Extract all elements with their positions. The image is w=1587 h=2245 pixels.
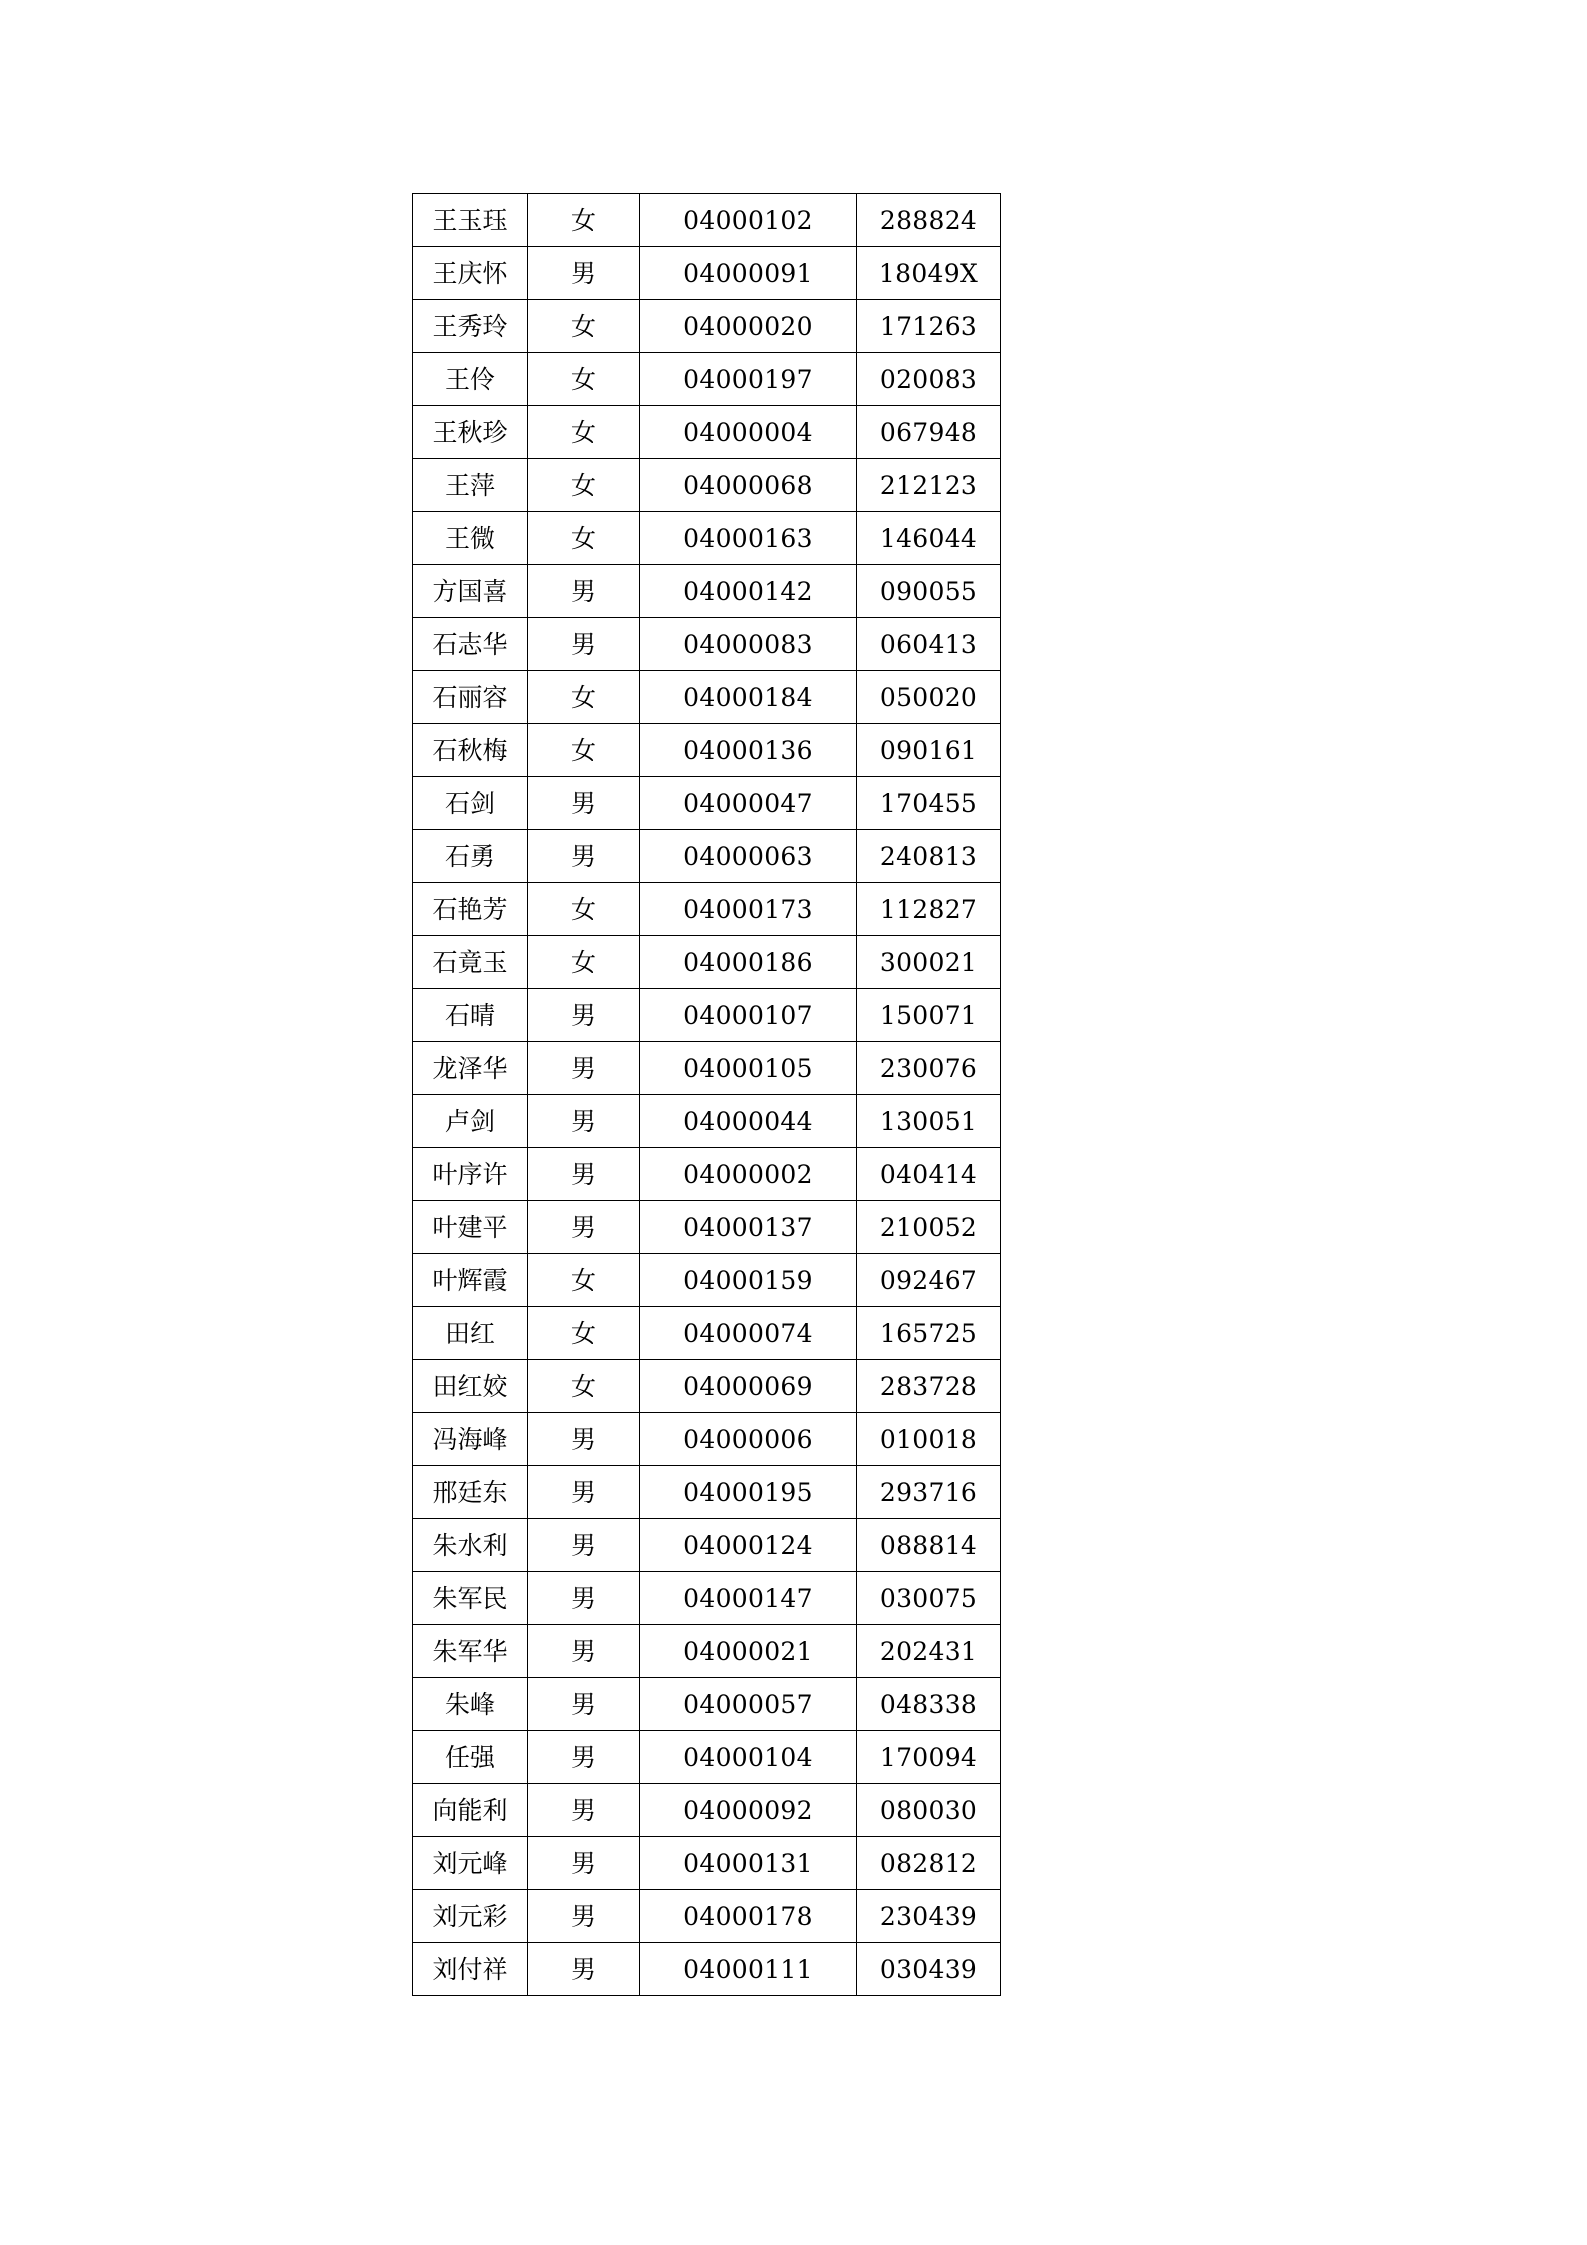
table-row: [413, 1360, 1001, 1413]
table-row: [413, 1625, 1001, 1678]
id-suffix-cell: 146044: [857, 512, 1001, 565]
table-row: [413, 777, 1001, 830]
table-row: [413, 618, 1001, 671]
code-cell: 04000047: [640, 777, 857, 830]
gender-cell: 女: [528, 1254, 640, 1307]
table-row: [413, 1466, 1001, 1519]
gender-cell: 男: [528, 830, 640, 883]
table-row: [413, 1943, 1001, 1996]
code-cell: 04000173: [640, 883, 857, 936]
table-row: [413, 1413, 1001, 1466]
table-row: [413, 1307, 1001, 1360]
table-row: [413, 353, 1001, 406]
code-cell: 04000044: [640, 1095, 857, 1148]
id-suffix-cell: 112827: [857, 883, 1001, 936]
table-row: [413, 406, 1001, 459]
roster-table: [412, 193, 1001, 1996]
gender-cell: 女: [528, 1360, 640, 1413]
name-cell: 田红: [413, 1307, 528, 1360]
gender-cell: 男: [528, 1148, 640, 1201]
table-row: [413, 1201, 1001, 1254]
code-cell: 04000063: [640, 830, 857, 883]
name-cell: 刘元峰: [413, 1837, 528, 1890]
gender-cell: 女: [528, 300, 640, 353]
code-cell: 04000102: [640, 194, 857, 247]
gender-cell: 男: [528, 989, 640, 1042]
code-cell: 04000091: [640, 247, 857, 300]
id-suffix-cell: 165725: [857, 1307, 1001, 1360]
id-suffix-cell: 240813: [857, 830, 1001, 883]
name-cell: 朱水利: [413, 1519, 528, 1572]
id-suffix-cell: 170094: [857, 1731, 1001, 1784]
gender-cell: 男: [528, 618, 640, 671]
code-cell: 04000131: [640, 1837, 857, 1890]
gender-cell: 女: [528, 353, 640, 406]
gender-cell: 男: [528, 1784, 640, 1837]
name-cell: 石剑: [413, 777, 528, 830]
id-suffix-cell: 092467: [857, 1254, 1001, 1307]
name-cell: 卢剑: [413, 1095, 528, 1148]
id-suffix-cell: 020083: [857, 353, 1001, 406]
code-cell: 04000083: [640, 618, 857, 671]
name-cell: 龙泽华: [413, 1042, 528, 1095]
code-cell: 04000107: [640, 989, 857, 1042]
name-cell: 叶辉霞: [413, 1254, 528, 1307]
table-row: [413, 1254, 1001, 1307]
code-cell: 04000147: [640, 1572, 857, 1625]
code-cell: 04000104: [640, 1731, 857, 1784]
code-cell: 04000074: [640, 1307, 857, 1360]
id-suffix-cell: 171263: [857, 300, 1001, 353]
table-row: [413, 459, 1001, 512]
table-row: [413, 936, 1001, 989]
roster-table-body: [413, 194, 1001, 1996]
name-cell: 王秋珍: [413, 406, 528, 459]
name-cell: 石丽容: [413, 671, 528, 724]
code-cell: 04000057: [640, 1678, 857, 1731]
gender-cell: 男: [528, 1095, 640, 1148]
gender-cell: 男: [528, 1572, 640, 1625]
name-cell: 王伶: [413, 353, 528, 406]
id-suffix-cell: 040414: [857, 1148, 1001, 1201]
table-row: [413, 512, 1001, 565]
gender-cell: 男: [528, 1466, 640, 1519]
code-cell: 04000124: [640, 1519, 857, 1572]
code-cell: 04000111: [640, 1943, 857, 1996]
gender-cell: 男: [528, 1943, 640, 1996]
gender-cell: 女: [528, 406, 640, 459]
name-cell: 石竟玉: [413, 936, 528, 989]
code-cell: 04000137: [640, 1201, 857, 1254]
code-cell: 04000006: [640, 1413, 857, 1466]
name-cell: 朱峰: [413, 1678, 528, 1731]
id-suffix-cell: 030439: [857, 1943, 1001, 1996]
id-suffix-cell: 230439: [857, 1890, 1001, 1943]
gender-cell: 男: [528, 1678, 640, 1731]
gender-cell: 女: [528, 724, 640, 777]
gender-cell: 男: [528, 1201, 640, 1254]
id-suffix-cell: 170455: [857, 777, 1001, 830]
code-cell: 04000197: [640, 353, 857, 406]
id-suffix-cell: 067948: [857, 406, 1001, 459]
code-cell: 04000021: [640, 1625, 857, 1678]
table-row: [413, 1731, 1001, 1784]
id-suffix-cell: 212123: [857, 459, 1001, 512]
table-row: [413, 830, 1001, 883]
name-cell: 王秀玲: [413, 300, 528, 353]
table-row: [413, 300, 1001, 353]
gender-cell: 男: [528, 1625, 640, 1678]
code-cell: 04000002: [640, 1148, 857, 1201]
code-cell: 04000004: [640, 406, 857, 459]
id-suffix-cell: 090055: [857, 565, 1001, 618]
id-suffix-cell: 088814: [857, 1519, 1001, 1572]
name-cell: 朱军华: [413, 1625, 528, 1678]
table-row: [413, 1572, 1001, 1625]
name-cell: 王微: [413, 512, 528, 565]
table-row: [413, 1837, 1001, 1890]
id-suffix-cell: 288824: [857, 194, 1001, 247]
table-row: [413, 1678, 1001, 1731]
gender-cell: 男: [528, 1731, 640, 1784]
id-suffix-cell: 090161: [857, 724, 1001, 777]
id-suffix-cell: 080030: [857, 1784, 1001, 1837]
code-cell: 04000136: [640, 724, 857, 777]
gender-cell: 女: [528, 194, 640, 247]
code-cell: 04000142: [640, 565, 857, 618]
id-suffix-cell: 050020: [857, 671, 1001, 724]
name-cell: 田红姣: [413, 1360, 528, 1413]
id-suffix-cell: 030075: [857, 1572, 1001, 1625]
id-suffix-cell: 300021: [857, 936, 1001, 989]
gender-cell: 男: [528, 1890, 640, 1943]
table-row: [413, 565, 1001, 618]
name-cell: 王萍: [413, 459, 528, 512]
gender-cell: 女: [528, 936, 640, 989]
code-cell: 04000092: [640, 1784, 857, 1837]
code-cell: 04000105: [640, 1042, 857, 1095]
gender-cell: 女: [528, 671, 640, 724]
table-row: [413, 671, 1001, 724]
id-suffix-cell: 230076: [857, 1042, 1001, 1095]
name-cell: 叶建平: [413, 1201, 528, 1254]
name-cell: 王玉珏: [413, 194, 528, 247]
name-cell: 叶序许: [413, 1148, 528, 1201]
name-cell: 冯海峰: [413, 1413, 528, 1466]
id-suffix-cell: 293716: [857, 1466, 1001, 1519]
id-suffix-cell: 283728: [857, 1360, 1001, 1413]
table-row: [413, 1042, 1001, 1095]
id-suffix-cell: 210052: [857, 1201, 1001, 1254]
name-cell: 石秋梅: [413, 724, 528, 777]
table-row: [413, 1148, 1001, 1201]
table-row: [413, 883, 1001, 936]
name-cell: 刘元彩: [413, 1890, 528, 1943]
gender-cell: 女: [528, 1307, 640, 1360]
name-cell: 邢廷东: [413, 1466, 528, 1519]
code-cell: 04000069: [640, 1360, 857, 1413]
code-cell: 04000195: [640, 1466, 857, 1519]
code-cell: 04000178: [640, 1890, 857, 1943]
code-cell: 04000186: [640, 936, 857, 989]
gender-cell: 男: [528, 1042, 640, 1095]
table-row: [413, 1784, 1001, 1837]
name-cell: 石晴: [413, 989, 528, 1042]
name-cell: 朱军民: [413, 1572, 528, 1625]
gender-cell: 男: [528, 1413, 640, 1466]
id-suffix-cell: 060413: [857, 618, 1001, 671]
table-row: [413, 194, 1001, 247]
gender-cell: 男: [528, 565, 640, 618]
table-row: [413, 1890, 1001, 1943]
id-suffix-cell: 082812: [857, 1837, 1001, 1890]
gender-cell: 男: [528, 1837, 640, 1890]
name-cell: 王庆怀: [413, 247, 528, 300]
id-suffix-cell: 18049X: [857, 247, 1001, 300]
name-cell: 石勇: [413, 830, 528, 883]
gender-cell: 男: [528, 1519, 640, 1572]
gender-cell: 男: [528, 247, 640, 300]
table-row: [413, 724, 1001, 777]
id-suffix-cell: 010018: [857, 1413, 1001, 1466]
gender-cell: 女: [528, 512, 640, 565]
gender-cell: 男: [528, 777, 640, 830]
gender-cell: 女: [528, 459, 640, 512]
id-suffix-cell: 150071: [857, 989, 1001, 1042]
table-row: [413, 1519, 1001, 1572]
id-suffix-cell: 130051: [857, 1095, 1001, 1148]
name-cell: 任强: [413, 1731, 528, 1784]
id-suffix-cell: 048338: [857, 1678, 1001, 1731]
code-cell: 04000184: [640, 671, 857, 724]
code-cell: 04000068: [640, 459, 857, 512]
code-cell: 04000159: [640, 1254, 857, 1307]
gender-cell: 女: [528, 883, 640, 936]
code-cell: 04000163: [640, 512, 857, 565]
name-cell: 石艳芳: [413, 883, 528, 936]
name-cell: 刘付祥: [413, 1943, 528, 1996]
id-suffix-cell: 202431: [857, 1625, 1001, 1678]
table-row: [413, 1095, 1001, 1148]
table-row: [413, 247, 1001, 300]
table-row: [413, 989, 1001, 1042]
name-cell: 向能利: [413, 1784, 528, 1837]
name-cell: 方国喜: [413, 565, 528, 618]
code-cell: 04000020: [640, 300, 857, 353]
name-cell: 石志华: [413, 618, 528, 671]
